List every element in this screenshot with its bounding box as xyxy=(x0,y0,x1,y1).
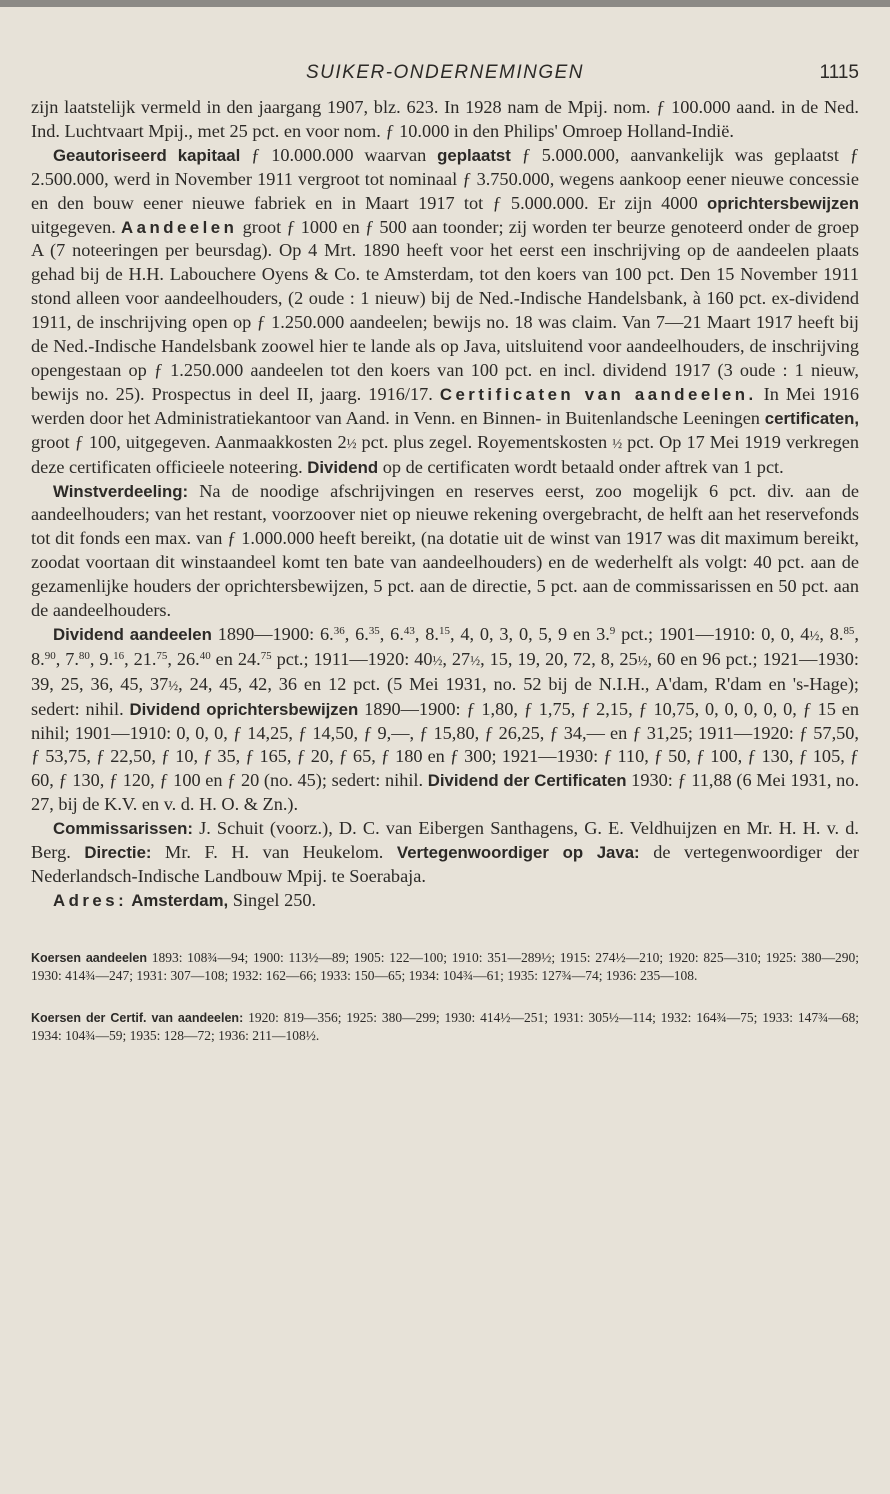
page-header xyxy=(31,56,859,86)
paragraph-intro: zijn laatstelijk vermeld in den jaargang 1907, blz. 623. In 1928 nam de Mpij. nom. ƒ 100.000 aand. in de Ned. Ind. Luchtvaart Mpij., met 25 pct. en voor nom. ƒ 10.000 in den Philips' Omroep Holland-Indië. xyxy=(31,97,859,141)
paragraph-kapitaal: Geautoriseerd kapitaal ƒ 10.000.000 waarvan geplaatst ƒ 5.000.000, aanvankelijk was geplaatst ƒ 2.500.000, werd in November 1911 vergroot tot nominaal ƒ 3.750.000, wegens aankoop eener nieuwe concessie en den bouw eener nieuwe fabriek en in Maart 1917 tot ƒ 5.000.000. Er zijn 4000 oprichtersbewijzen uitgegeven. Aandeelen groot ƒ 1000 en ƒ 500 aan toonder; zij worden ter beurze genoteerd onder de groep A (7 noteeringen per beursdag). Op 4 Mrt. 1890 heeft voor het eerst een inschrijving op de aandeelen plaats gehad bij de H.H. Labouchere Oyens & Co. te Amsterdam, tot den koers van 100 pct. Den 15 November 1911 stond alleen voor aandeelhouders, (2 oude : 1 nieuw) bij de Ned.-Indische Handelsbank, à 160 pct. ex-dividend 1911, de inschrijving open op ƒ 1.250.000 aandeelen; bewijs no. 18 was claim. Van 7—21 Maart 1917 heeft bij de Ned.-Indische Handelsbank zoowel hier te lande als op Java, uitsluitend voor aandeelhouders, de inschrijving opengestaan op ƒ 1.250.000 aandeelen tot den koers van 100 pct. en incl. dividend 1917 (3 oude : 1 nieuw, bewijs no. 25). Prospectus in deel II, jaarg. 1916/17. Certificaten van aandeelen. In Mei 1916 werden door het Administratiekantoor van Aand. in Venn. en Binnen- in Buitenlandsche Leeningen certificaten, groot ƒ 100, uitgegeven. Aanmaakkosten 2½ pct. plus zegel. Royementskosten ½ pct. Op 17 Mei 1919 verkregen deze certificaten officieele noteering. Dividend op de certificaten wordt betaald onder aftrek van 1 pct. xyxy=(31,144,859,477)
paragraph-dividend: Dividend aandeelen 1890—1900: 6.36, 6.35, 6.43, 8.15, 4, 0, 3, 0, 5, 9 en 3.$^9$ pct.; 1901—1910: 0, 0, 4½, 8.85, 8.90, 7.80, 9.16, 21.75, 26.40 en 24.75 pct.; 1911—1920: 40½, 27½, 15, 19, 20, 72, 8, 25½, 60 en 96 pct.; 1921—1930: 39, 25, 36, 45, 37½, 24, 45, 42, 36 en 12 pct. (5 Mei 1931, no. 52 bij de N.I.H., A'dam, R'dam en 's-Hage); sedert: nihil. Dividend oprichtersbewijzen 1890—1900: ƒ 1,80, ƒ 1,75, ƒ 2,15, ƒ 10,75, 0, 0, 0, 0, 0, ƒ 15 en nihil; 1901—1910: 0, 0, 0, ƒ 14,25, ƒ 14,50, ƒ 9,—, ƒ 15,80, ƒ 26,25, ƒ 34,— en ƒ 31,25; 1911—1920: ƒ 57,50, ƒ 53,75, ƒ 22,50, ƒ 10, ƒ 35, ƒ 165, ƒ 20, ƒ 65, ƒ 180 en ƒ 300; 1921—1930: ƒ 110, ƒ 50, ƒ 100, ƒ 130, ƒ 105, ƒ 60, ƒ 130, ƒ 120, ƒ 100 en ƒ 20 (no. 45); sedert: nihil. Dividend der Certificaten 1930: ƒ 11,88 (6 Mei 1931, no. 27, bij de K.V. en v. d. H. O. & Zn.). xyxy=(31,623,860,815)
book-page xyxy=(31,56,859,1069)
koersen-aandeelen: Koersen aandeelen 1893: 108¾—94; 1900: 113½—89; 1905: 122—100; 1910: 351—289½; 1915: 274½—210; 1920: 825—310; 1925: 380—290; 1930: 414¾—247; 1931: 307—108; 1932: 162—66; 1933: 150—65; 1934: 104¾—61; 1935: 127¾—74; 1936: 235—108. xyxy=(31,949,859,983)
running-title: SUIKER-ONDERNEMINGEN xyxy=(305,62,585,83)
paragraph-winstverdeeling: Winstverdeeling: Na de noodige afschrijvingen en reserves eerst, zoo mogelijk 6 pct. div. aan de aandeelhouders; van het restant, voorzoover niet op nieuwe rekening overgebracht, de helft aan het reservefonds tot dit fonds een max. van ƒ 1.000.000 heeft bereikt, (na dotatie uit de winst van 1917 was dit maximum bereikt, zoodat voortaan dit winstaandeel komt ten bate van aandeelhouders) en de wederhelft als volgt: 40 pct. aan de gezamenlijke houders der oprichtersbewijzen, 5 pct. aan de directie, 5 pct. aan de commissarissen en 50 pct. aan de aandeelhouders. xyxy=(31,480,859,621)
paragraph-bestuur: Commissarissen: J. Schuit (voorz.), D. C. van Eibergen Santhagens, G. E. Veldhuijzen en Mr. H. H. v. d. Berg. Directie: Mr. F. H. van Heukelom. Vertegenwoordiger op Java: de vertegenwoordiger der Nederlandsch-Indische Landbouw Mpij. te Soerabaja. xyxy=(31,818,859,886)
koersen-section xyxy=(31,949,859,1045)
scan-edge xyxy=(0,0,890,7)
page-body xyxy=(31,96,859,913)
koersen-certificaten: Koersen der Certif. van aandeelen: 1920: 819—356; 1925: 380—299; 1930: 414½—251; 1931: 305½—114; 1932: 164¾—75; 1933: 147¾—68; 1934: 104¾—59; 1935: 128—72; 1936: 211—108½. xyxy=(31,1009,859,1043)
paragraph-adres: Adres: Amsterdam, Singel 250. xyxy=(53,889,317,910)
page-number: 1115 xyxy=(819,62,859,83)
